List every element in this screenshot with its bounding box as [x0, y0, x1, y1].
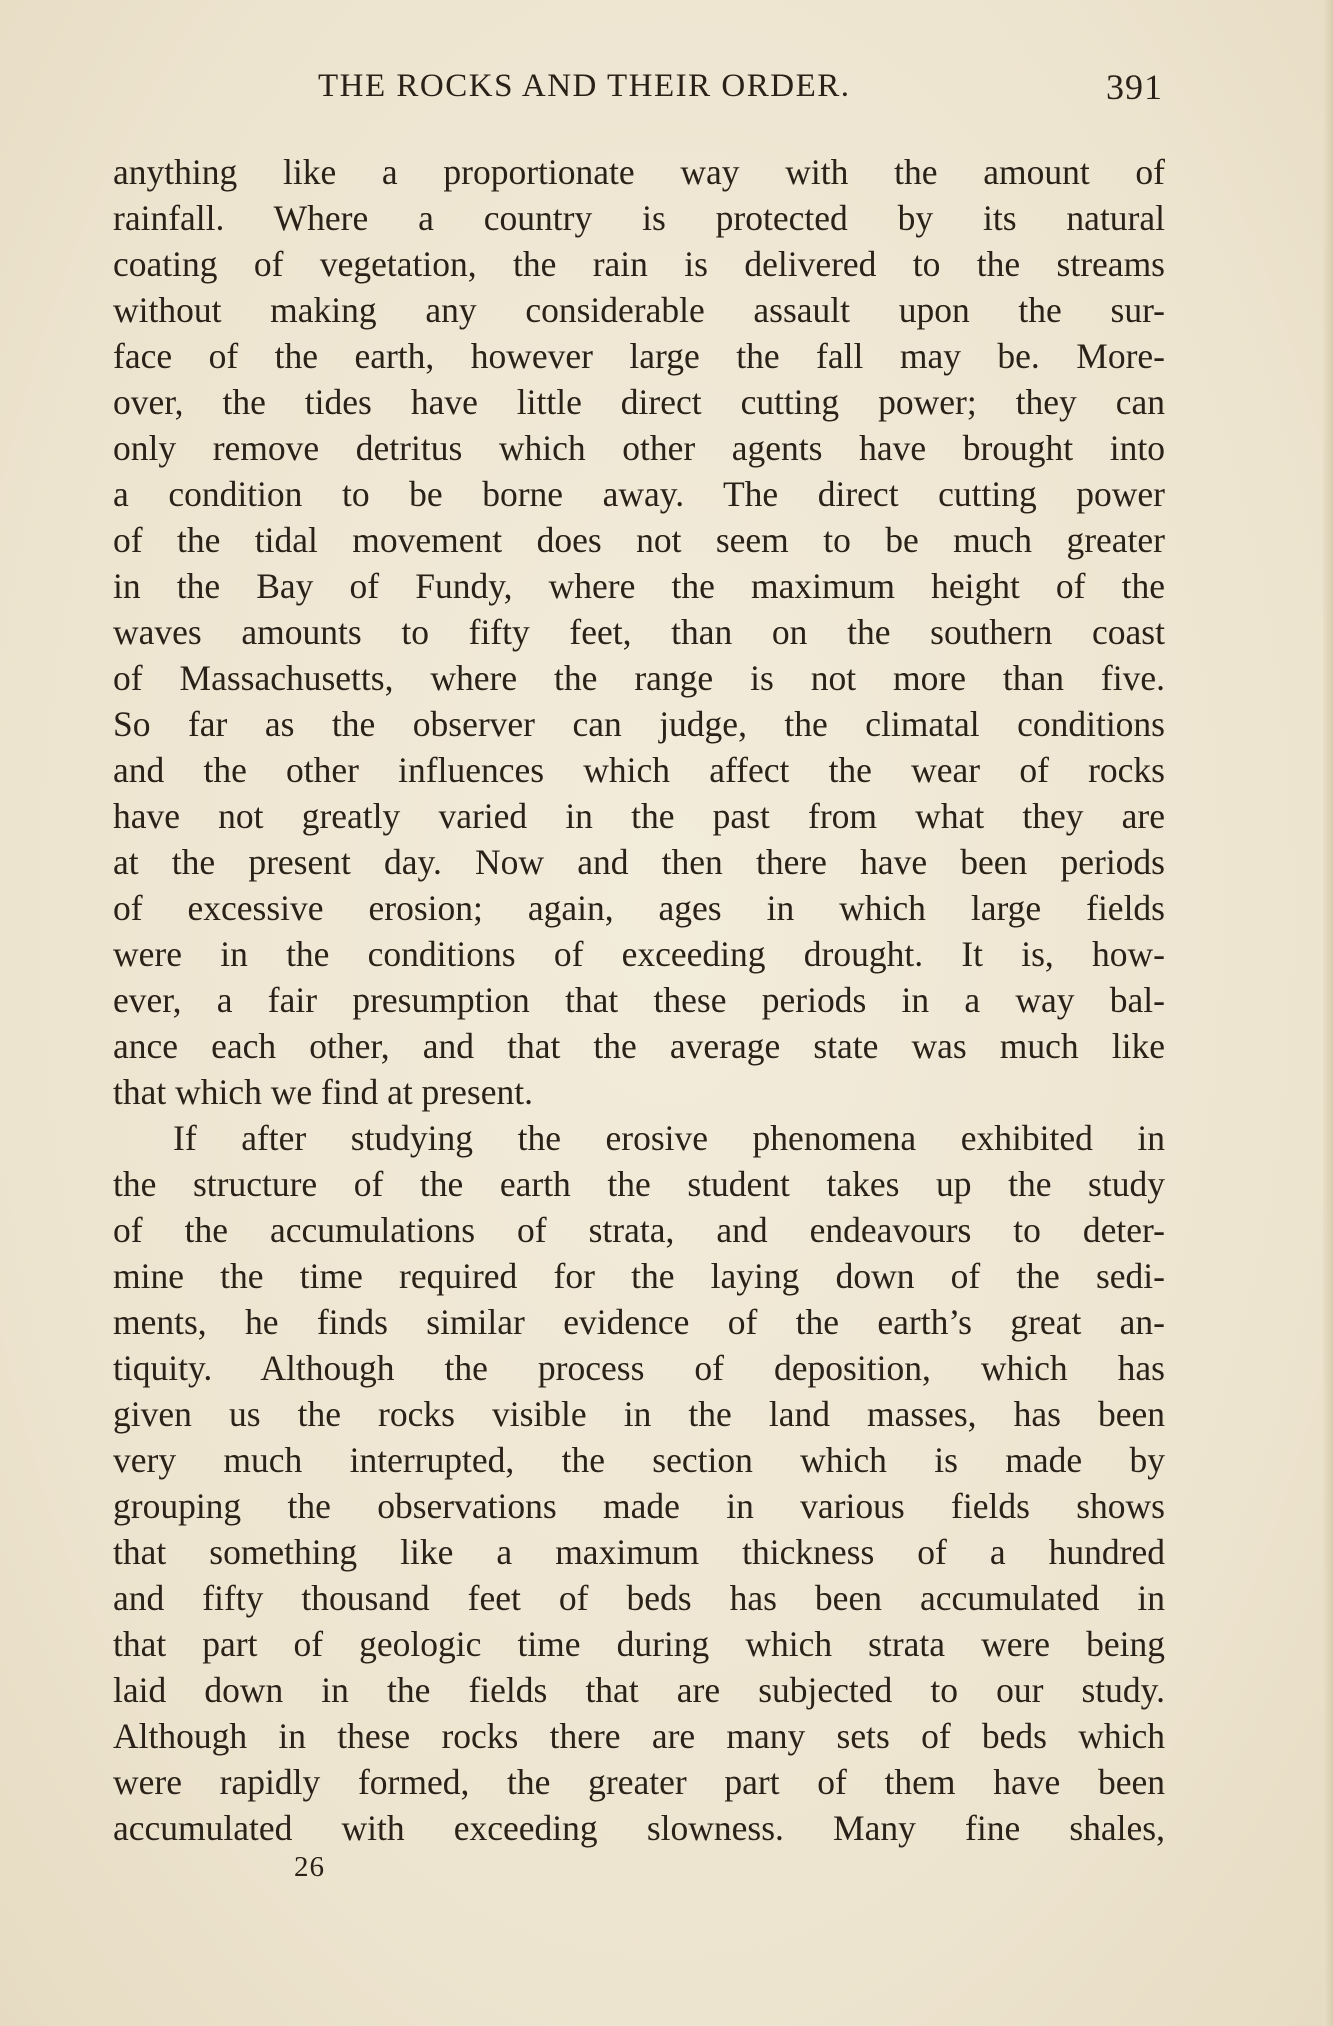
text-line: waves amounts to fifty feet, than on the southern coast: [113, 612, 1165, 652]
text-line: rainfall. Where a country is protected by its natural: [113, 198, 1165, 238]
text-line: face of the earth, however large the fall may be. More-: [113, 336, 1165, 376]
text-line: over, the tides have little direct cutting power; they can: [113, 382, 1165, 422]
text-line: laid down in the fields that are subjected to our study.: [113, 1670, 1165, 1710]
text-line: of Massachusetts, where the range is not more than five.: [113, 658, 1165, 698]
page-number: 391: [1106, 67, 1163, 107]
paragraph-end-line: that which we find at present.: [113, 1072, 533, 1112]
text-line: given us the rocks visible in the land masses, has been: [113, 1394, 1165, 1434]
text-line: ance each other, and that the average state was much like: [113, 1026, 1165, 1066]
text-line: accumulated with exceeding slowness. Many fine shales,: [113, 1808, 1165, 1848]
text-line: of the tidal movement does not seem to be much greater: [113, 520, 1165, 560]
text-line: mine the time required for the laying down of the sedi-: [113, 1256, 1165, 1296]
body-text: [113, 149, 1165, 1851]
text-line: were rapidly formed, the greater part of them have been: [113, 1762, 1165, 1802]
paragraph-start-line: If after studying the erosive phenomena exhibited in: [173, 1118, 1165, 1158]
text-line: very much interrupted, the section which is made by: [113, 1440, 1165, 1480]
text-line: ments, he finds similar evidence of the earth’s great an-: [113, 1302, 1165, 1342]
text-line: at the present day. Now and then there have been periods: [113, 842, 1165, 882]
signature-mark: 26: [294, 1851, 325, 1883]
text-line: anything like a proportionate way with the amount of: [113, 152, 1165, 192]
text-line: tiquity. Although the process of deposition, which has: [113, 1348, 1165, 1388]
text-line: were in the conditions of exceeding drought. It is, how-: [113, 934, 1165, 974]
text-line: of excessive erosion; again, ages in which large fields: [113, 888, 1165, 928]
text-line: of the accumulations of strata, and endeavours to deter-: [113, 1210, 1165, 1250]
text-line: and the other influences which affect the wear of rocks: [113, 750, 1165, 790]
text-line: that something like a maximum thickness of a hundred: [113, 1532, 1165, 1572]
text-line: the structure of the earth the student takes up the study: [113, 1164, 1165, 1204]
text-line: only remove detritus which other agents have brought into: [113, 428, 1165, 468]
text-line: Although in these rocks there are many sets of beds which: [113, 1716, 1165, 1756]
text-line: a condition to be borne away. The direct cutting power: [113, 474, 1165, 514]
text-line: without making any considerable assault upon the sur-: [113, 290, 1165, 330]
text-line: have not greatly varied in the past from what they are: [113, 796, 1165, 836]
text-line: So far as the observer can judge, the climatal conditions: [113, 704, 1165, 744]
text-line: ever, a fair presumption that these periods in a way bal-: [113, 980, 1165, 1020]
text-line: and fifty thousand feet of beds has been accumulated in: [113, 1578, 1165, 1618]
text-line: coating of vegetation, the rain is delivered to the streams: [113, 244, 1165, 284]
running-head: [113, 62, 1163, 112]
page-edge: [1323, 0, 1333, 2026]
running-title: THE ROCKS AND THEIR ORDER.: [318, 68, 851, 104]
text-line: in the Bay of Fundy, where the maximum height of the: [113, 566, 1165, 606]
text-line: that part of geologic time during which strata were being: [113, 1624, 1165, 1664]
text-line: grouping the observations made in various fields shows: [113, 1486, 1165, 1526]
